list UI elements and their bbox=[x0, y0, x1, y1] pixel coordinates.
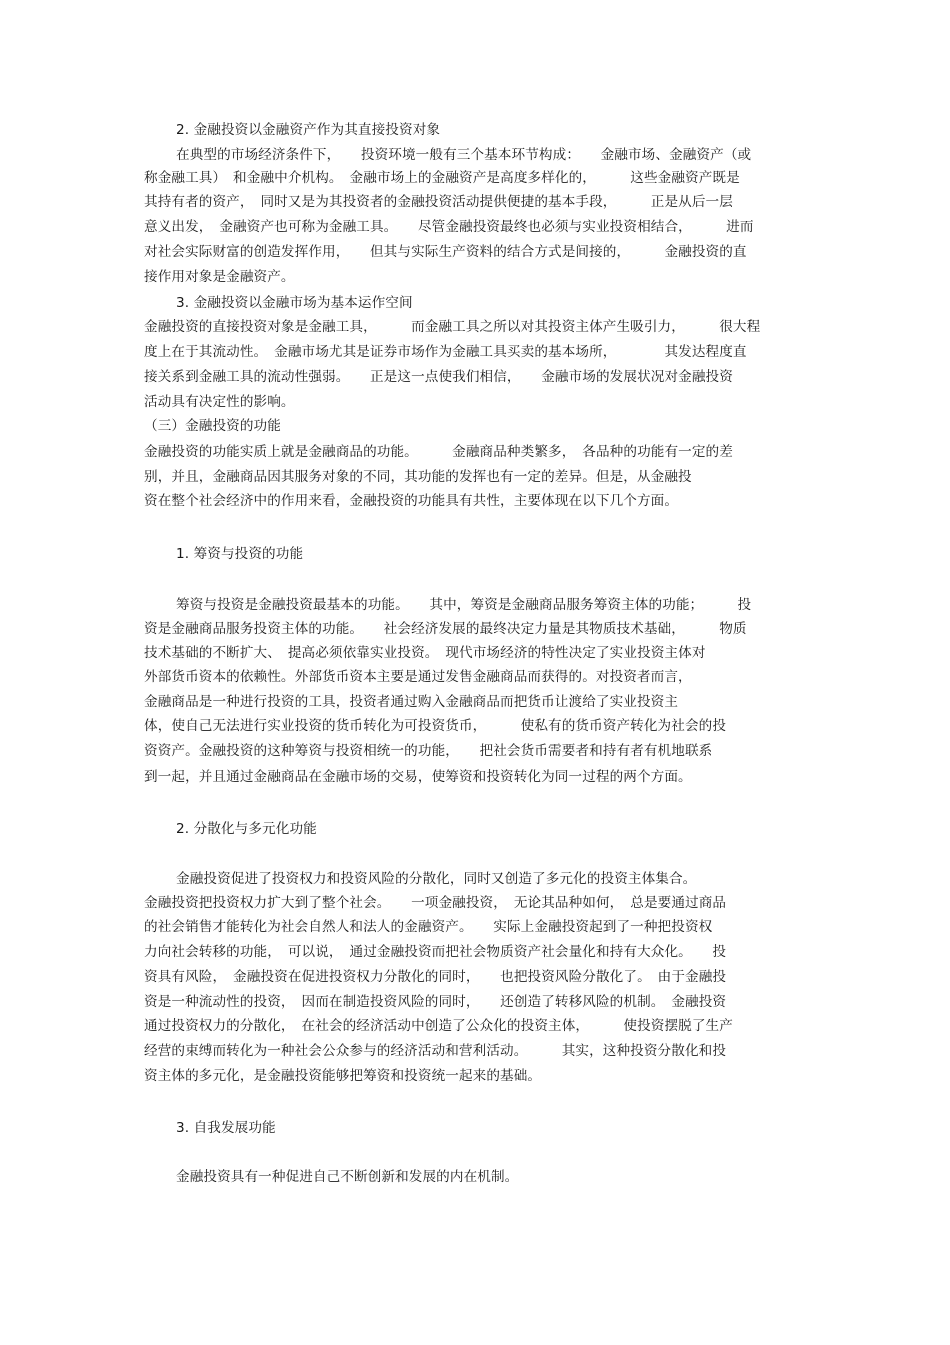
heading-function-3: 3. 自我发展功能 bbox=[176, 1120, 276, 1136]
paragraph-line: 资主体的多元化，是金融投资能够把筹资和投资统一起来的基础。 bbox=[144, 1068, 542, 1084]
paragraph-line: 资具有风险， 金融投资在促进投资权力分散化的同时， 也把投资风险分散化了。 由于金融投 bbox=[144, 969, 727, 985]
heading-function-2: 2. 分散化与多元化功能 bbox=[176, 821, 317, 837]
heading-function-1: 1. 筹资与投资的功能 bbox=[176, 546, 304, 562]
paragraph-line: 对社会实际财富的创造发挥作用， 但其与实际生产资料的结合方式是间接的， 金融投资的直 bbox=[144, 244, 747, 260]
paragraph-line: 金融投资的功能实质上就是金融商品的功能。 金融商品种类繁多， 各品种的功能有一定的差 bbox=[144, 444, 733, 460]
paragraph-line: 意义出发， 金融资产也可称为金融工具。 尽管金融投资最终也必须与实业投资相结合， 进而 bbox=[144, 219, 754, 235]
paragraph-line: 技术基础的不断扩大、 提高必须依靠实业投资。 现代市场经济的特性决定了实业投资主体对 bbox=[144, 645, 706, 661]
paragraph-line: 经营的束缚而转化为一种社会公众参与的经济活动和营利活动。 其实，这种投资分散化和投 bbox=[144, 1043, 727, 1059]
paragraph-line: 其持有者的资产， 同时又是为其投资者的金融投资活动提供便捷的基本手段， 正是从后一层 bbox=[144, 194, 733, 210]
paragraph-line: 金融投资具有一种促进自己不断创新和发展的内在机制。 bbox=[176, 1169, 519, 1185]
paragraph-line: 金融投资促进了投资权力和投资风险的分散化，同时又创造了多元化的投资主体集合。 bbox=[176, 871, 697, 887]
paragraph-line: 的社会销售才能转化为社会自然人和法人的金融资产。 实际上金融投资起到了一种把投资权 bbox=[144, 919, 713, 935]
paragraph-line: 金融商品是一种进行投资的工具，投资者通过购入金融商品而把货币让渡给了实业投资主 bbox=[144, 694, 679, 710]
paragraph-line: 在典型的市场经济条件下， 投资环境一般有三个基本环节构成： 金融市场、金融资产（或 bbox=[176, 147, 752, 163]
paragraph-line: 外部货币资本的依赖性。外部货币资本主要是通过发售金融商品而获得的。对投资者而言， bbox=[144, 669, 692, 685]
paragraph-line: 资是金融商品服务投资主体的功能。 社会经济发展的最终决定力量是其物质技术基础， 物质 bbox=[144, 621, 747, 637]
paragraph-line: 活动具有决定性的影响。 bbox=[144, 394, 295, 410]
paragraph-line: 力向社会转移的功能， 可以说， 通过金融投资而把社会物质资产社会量化和持有大众化。 投 bbox=[144, 944, 727, 960]
paragraph-line: 称金融工具） 和金融中介机构。 金融市场上的金融资产是高度多样化的， 这些金融资产既是 bbox=[144, 170, 740, 186]
paragraph-line: 资是一种流动性的投资， 因而在制造投资风险的同时， 还创造了转移风险的机制。 金融投资 bbox=[144, 994, 727, 1010]
paragraph-line: 资在整个社会经济中的作用来看，金融投资的功能具有共性，主要体现在以下几个方面。 bbox=[144, 493, 679, 509]
paragraph-line: 到一起，并且通过金融商品在金融市场的交易，使筹资和投资转化为同一过程的两个方面。 bbox=[144, 769, 692, 785]
paragraph-line: 接关系到金融工具的流动性强弱。 正是这一点使我们相信， 金融市场的发展状况对金融投资 bbox=[144, 369, 733, 385]
paragraph-line: 筹资与投资是金融投资最基本的功能。 其中，筹资是金融商品服务筹资主体的功能； 投 bbox=[176, 597, 752, 613]
paragraph-line: 金融投资把投资权力扩大到了整个社会。 一项金融投资， 无论其品种如何， 总是要通过商品 bbox=[144, 895, 727, 911]
paragraph-line: 接作用对象是金融资产。 bbox=[144, 269, 295, 285]
paragraph-line: 资资产。金融投资的这种筹资与投资相统一的功能， 把社会货币需要者和持有者有机地联系 bbox=[144, 743, 713, 759]
heading-3: 3. 金融投资以金融市场为基本运作空间 bbox=[176, 295, 413, 311]
heading-2: 2. 金融投资以金融资产作为其直接投资对象 bbox=[176, 122, 441, 138]
paragraph-line: 别，并且，金融商品因其服务对象的不同，其功能的发挥也有一定的差异。但是，从金融投 bbox=[144, 469, 692, 485]
paragraph-line: 度上在于其流动性。 金融市场尤其是证券市场作为金融工具买卖的基本场所， 其发达程度直 bbox=[144, 344, 747, 360]
section-heading-functions: （三）金融投资的功能 bbox=[144, 418, 281, 434]
paragraph-line: 体，使自己无法进行实业投资的货币转化为可投资货币， 使私有的货币资产转化为社会的投 bbox=[144, 718, 727, 734]
paragraph-line: 金融投资的直接投资对象是金融工具， 而金融工具之所以对其投资主体产生吸引力， 很大程 bbox=[144, 319, 761, 335]
paragraph-line: 通过投资权力的分散化， 在社会的经济活动中创造了公众化的投资主体， 使投资摆脱了生产 bbox=[144, 1018, 733, 1034]
